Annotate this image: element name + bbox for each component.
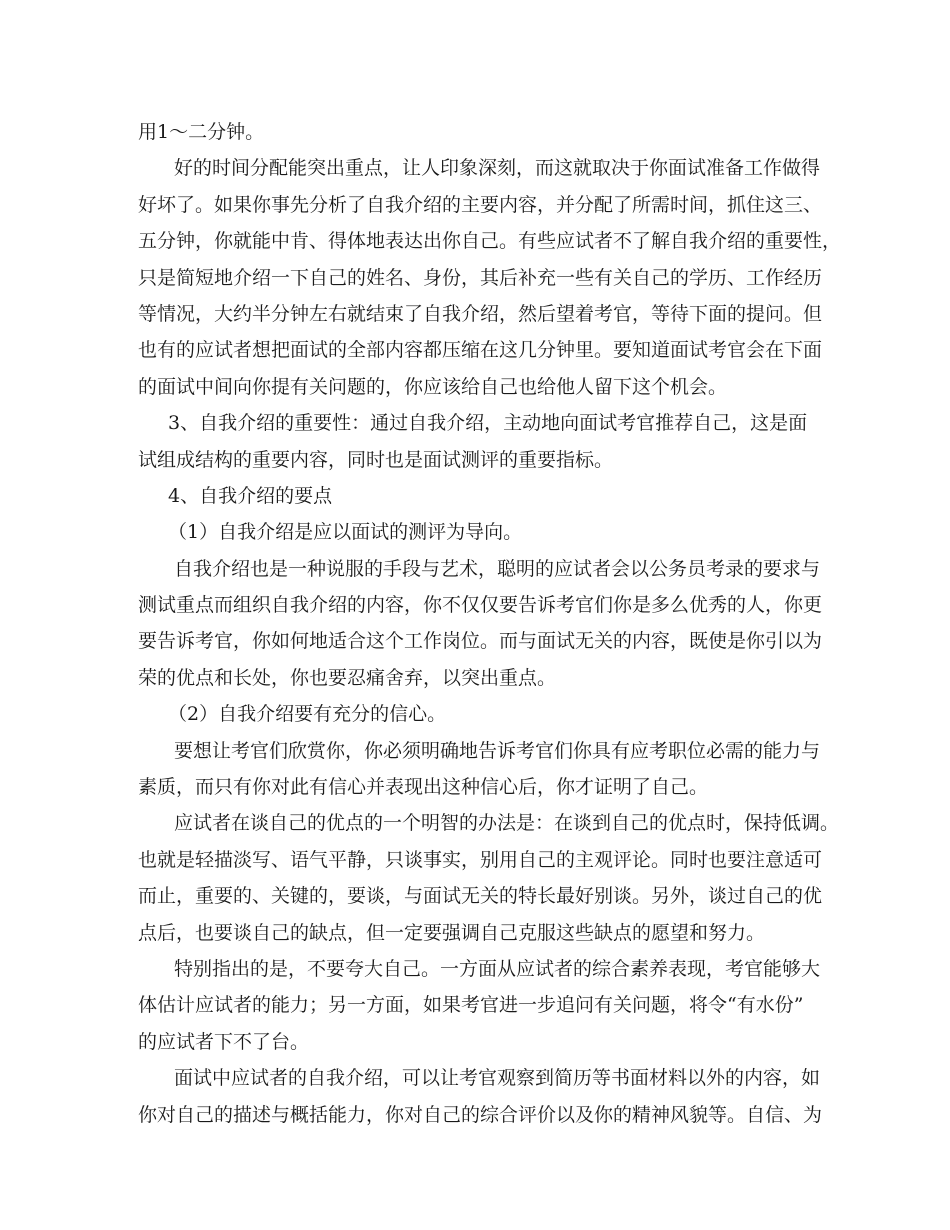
text-line: 荣的优点和长处，你也要忍痛舍弃，以突出重点。 <box>138 666 557 689</box>
paragraph-line: 要想让考官们欣赏你，你必须明确地告诉考官们你具有应考职位必需的能力与 <box>174 739 821 762</box>
paragraph-line: 面试中应试者的自我介绍，可以让考官观察到简历等书面材料以外的内容，如 <box>174 1067 821 1090</box>
text-line: 要告诉考官，你如何地适合这个工作岗位。而与面试无关的内容，既使是你引以为 <box>138 630 823 653</box>
text-line: 素质，而只有你对此有信心并表现出这种信心后，你才证明了自己。 <box>138 776 709 799</box>
text-line: 用1～二分钟。 <box>138 121 265 143</box>
paragraph-line: 自我介绍也是一种说服的手段与艺术，聪明的应试者会以公务员考录的要求与 <box>174 557 821 580</box>
paragraph-line: 好的时间分配能突出重点，让人印象深刻，而这就取决于你面试准备工作做得 <box>174 157 821 180</box>
text-line: 的面试中间向你提有关问题的，你应该给自己也给他人留下这个机会。 <box>138 375 728 398</box>
text-line: 体估计应试者的能力；另一方面，如果考官进一步追问有关问题，将令“有水份” <box>138 994 804 1017</box>
text-line: 点后，也要谈自己的缺点，但一定要强调自己克服这些缺点的愿望和努力。 <box>138 921 766 944</box>
section-heading: 4、自我介绍的要点 <box>168 484 333 507</box>
text-line: 而止，重要的、关键的，要谈，与面试无关的特长最好别谈。另外，谈过自己的优 <box>138 885 823 908</box>
text-line: 等情况，大约半分钟左右就结束了自我介绍，然后望着考官，等待下面的提问。但 <box>138 302 823 325</box>
text-line: 你对自己的描述与概括能力，你对自己的综合评价以及你的精神风貌等。自信、为 <box>138 1103 823 1126</box>
text-line: 试组成结构的重要内容，同时也是面试测评的重要指标。 <box>138 448 614 471</box>
document-body <box>138 114 842 1133</box>
text-line: 也有的应试者想把面试的全部内容都压缩在这几分钟里。要知道面试考官会在下面 <box>138 339 823 362</box>
text-line: 测试重点而组织自我介绍的内容，你不仅仅要告诉考官们你是多么优秀的人，你更 <box>138 594 823 617</box>
paragraph-line: 特别指出的是，不要夸大自己。一方面从应试者的综合素养表现，考官能够大 <box>174 957 821 980</box>
text-line: 的应试者下不了台。 <box>138 1030 310 1053</box>
text-line: 五分钟，你就能中肯、得体地表达出你自己。有些应试者不了解自我介绍的重要性， <box>138 230 842 253</box>
subsection-heading: （2）自我介绍要有充分的信心。 <box>168 703 447 726</box>
text-line: 也就是轻描淡写、语气平静，只谈事实，别用自己的主观评论。同时也要注意适可 <box>138 848 823 871</box>
subsection-heading: （1）自我介绍是应以面试的测评为导向。 <box>168 521 523 544</box>
paragraph-line: 应试者在谈自己的优点的一个明智的办法是：在谈到自己的优点时，保持低调。 <box>174 812 840 835</box>
text-line: 好坏了。如果你事先分析了自我介绍的主要内容，并分配了所需时间，抓住这三、 <box>138 193 823 216</box>
text-line: 只是简短地介绍一下自己的姓名、身份，其后补充一些有关自己的学历、工作经历 <box>138 266 823 289</box>
section-heading-line: 3、自我介绍的重要性：通过自我介绍，主动地向面试考官推荐自己，这是面 <box>168 412 808 435</box>
